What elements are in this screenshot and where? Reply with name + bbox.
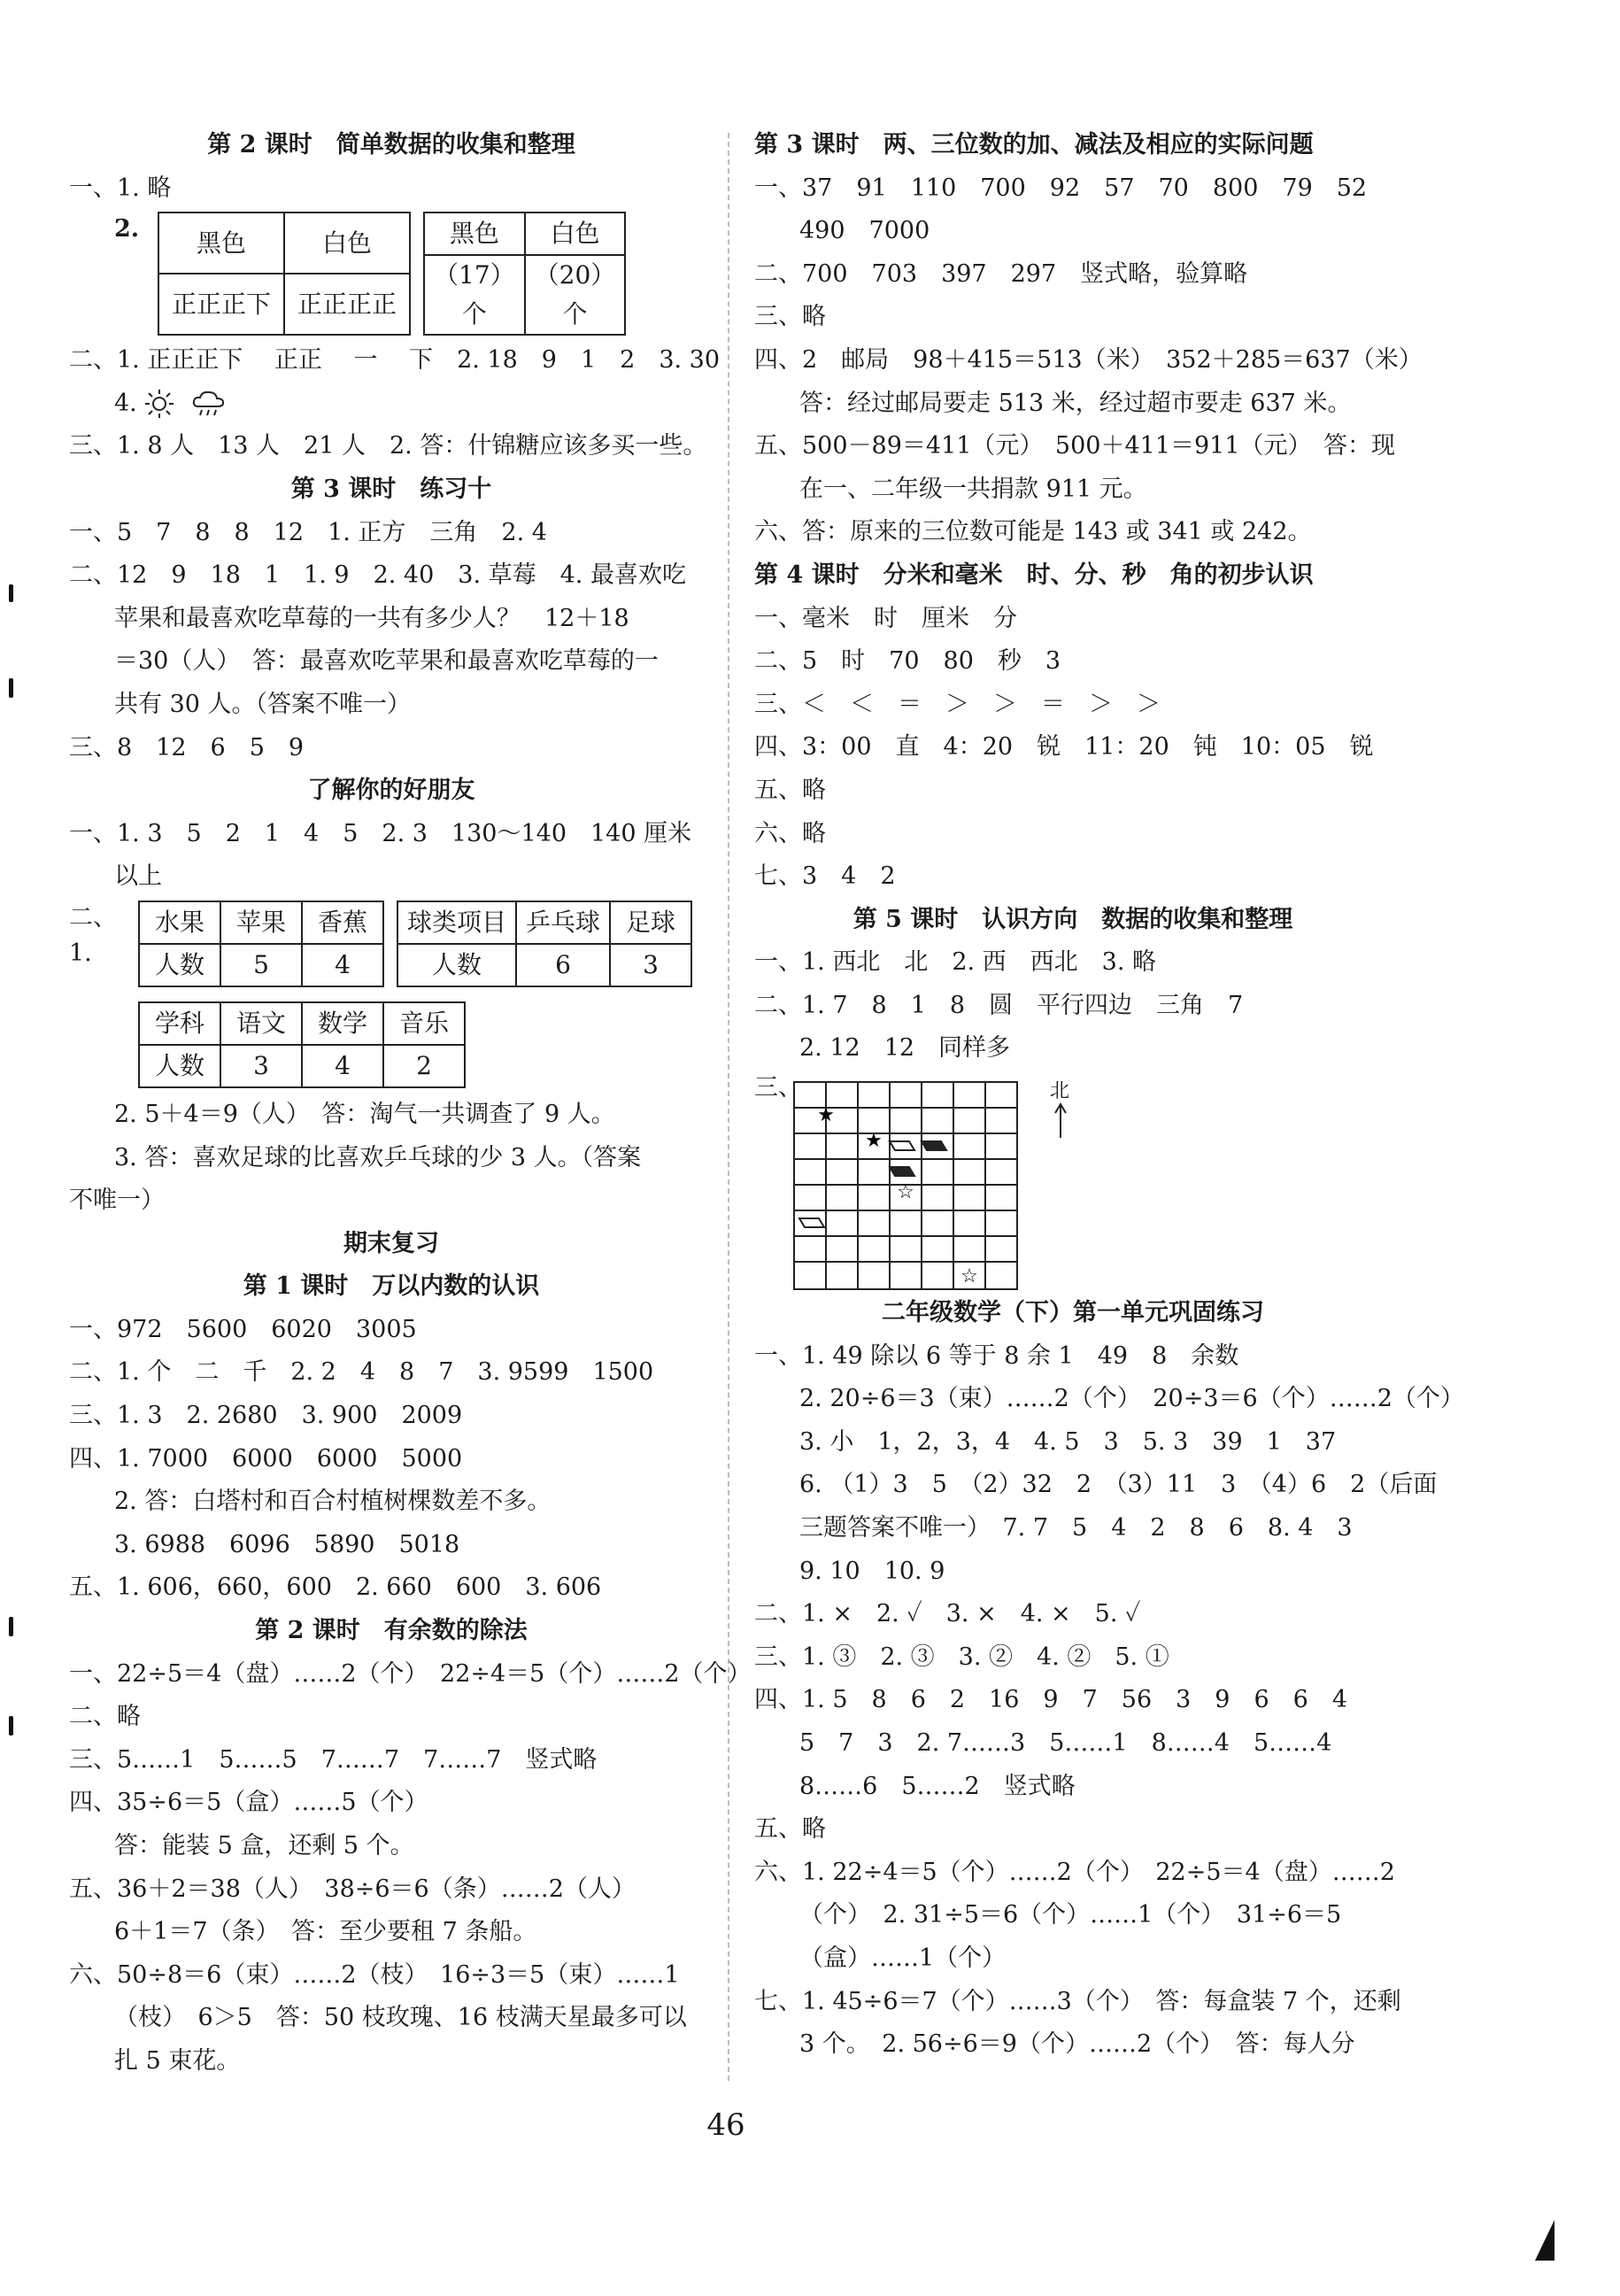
answer-line: （枝） 6＞5 答：50 枝玫瑰、16 枝满天星最多可以 <box>114 2004 687 2032</box>
parallelogram-filled-icon <box>922 1141 946 1150</box>
answer-line: 2. 20÷6＝3（束）……2（个） 20÷3＝6（个）……2（个） <box>799 1385 1464 1413</box>
table-cell: 白色 <box>525 213 626 255</box>
answer-line: 一、37 91 110 700 92 57 70 800 79 52 <box>754 174 1368 202</box>
white-star-icon: ☆ <box>960 1265 978 1288</box>
table-cell: 2 <box>383 1045 465 1087</box>
table-cell: 乒乓球 <box>516 901 610 944</box>
count-table <box>423 212 626 336</box>
section-title: 第 2 课时 简单数据的收集和整理 <box>207 131 575 158</box>
answer-line: 五、略 <box>754 776 826 804</box>
table-cell: 正正正正 <box>284 274 410 335</box>
answer-line: 以上 <box>114 862 162 891</box>
survey-tables-bottom <box>138 1001 692 1088</box>
answer-line: 3. 6988 6096 5890 5018 <box>114 1530 460 1558</box>
answer-line: 一、1. 49 除以 6 等于 8 余 1 49 8 余数 <box>754 1341 1239 1370</box>
scan-mark <box>9 1716 13 1736</box>
answer-table-row <box>69 212 714 336</box>
answer-line: 一、972 5600 6020 3005 <box>69 1315 417 1343</box>
tally-tables <box>158 212 626 336</box>
north-label: 北 <box>1050 1080 1070 1103</box>
table-cell: 语文 <box>220 1002 302 1045</box>
answer-line: 2. 答：白塔村和百合村植树棵数差不多。 <box>114 1488 552 1516</box>
answer-line: 6. （1）3 5 （2）32 2 （3）11 3 （4）6 2（后面 <box>799 1471 1438 1499</box>
answer-line: （盒）……1（个） <box>799 1944 1007 1972</box>
answer-line: 三、＜ ＜ ＝ ＞ ＞ ＝ ＞ ＞ <box>754 690 1161 718</box>
tally-table <box>158 212 411 336</box>
table-cell: 黑色 <box>158 213 284 274</box>
section-title: 第 5 课时 认识方向 数据的收集和整理 <box>852 905 1293 933</box>
direction-grid-block <box>754 1071 1392 1292</box>
answer-line: 五、500－89＝411（元） 500＋411＝911（元） 答：现 <box>754 432 1396 460</box>
answer-line: （个） 2. 31÷5＝6（个）……1（个） 31÷6＝5 <box>799 1901 1342 1929</box>
answer-line: 一、1. 西北 北 2. 西 西北 3. 略 <box>754 948 1157 977</box>
answer-line: 2. 5＋4＝9（人） 答：淘气一共调查了 9 人。 <box>114 1100 615 1128</box>
answer-line: 四、2 邮局 98＋415＝513（米） 352＋285＝637（米） <box>754 345 1423 374</box>
table-cell: 数学 <box>302 1002 383 1045</box>
table-cell: 水果 <box>139 901 220 944</box>
answer-line: 五、略 <box>754 1815 826 1844</box>
answer-label: 4. <box>114 389 137 417</box>
white-star-icon: ☆ <box>897 1181 914 1204</box>
table-cell: 足球 <box>610 901 691 944</box>
answer-line: 四、3：00 直 4：20 锐 11：20 钝 10：05 锐 <box>754 733 1374 761</box>
section-title: 第 3 课时 练习十 <box>290 475 492 503</box>
answer-label: 二、1. <box>69 903 117 967</box>
black-star-icon: ★ <box>817 1104 835 1127</box>
answer-line: 3. 小 1，2，3，4 4. 5 3 5. 3 39 1 37 <box>799 1427 1337 1456</box>
answer-line: 二、12 9 18 1 1. 9 2. 40 3. 草莓 4. 最喜欢吃 <box>69 561 686 590</box>
survey-tables-top <box>138 901 692 987</box>
answer-line: ＝30（人） 答：最喜欢吃苹果和最喜欢吃草莓的一 <box>114 647 659 676</box>
column-divider <box>728 133 729 2081</box>
direction-grid <box>793 1081 1050 1292</box>
answer-line: 一、22÷5＝4（盘）……2（个） 22÷4＝5（个）……2（个） <box>69 1659 752 1688</box>
answer-line: 在一、二年级一共捐款 911 元。 <box>799 475 1147 503</box>
survey-tables <box>138 901 692 1094</box>
answer-line: 七、3 4 2 <box>754 862 896 891</box>
answer-line: 七、1. 45÷6＝7（个）……3（个） 答：每盒装 7 个，还剩 <box>754 1987 1401 2015</box>
answer-line: 一、1. 3 5 2 1 4 5 2. 3 130～140 140 厘米 <box>69 819 692 847</box>
answer-line: 四、35÷6＝5（盒）……5（个） <box>69 1789 428 1817</box>
answer-line: 9. 10 10. 9 <box>799 1557 945 1585</box>
table-cell: 5 <box>220 944 302 986</box>
table-cell: 白色 <box>284 213 410 274</box>
answer-line: 六、50÷8＝6（束）……2（枝） 16÷3＝5（束）……1 <box>69 1960 680 1989</box>
answer-line: 二、1. × 2. ✓ 3. × 4. × 5. ✓ <box>754 1600 1141 1628</box>
table-cell: 6 <box>516 944 610 986</box>
answer-line <box>69 383 714 426</box>
answer-line: 答：能装 5 盒，还剩 5 个。 <box>114 1832 414 1859</box>
table-cell: （17）个 <box>424 255 525 335</box>
subject-table <box>138 1001 466 1088</box>
table-cell: 黑色 <box>424 213 525 255</box>
table-cell: （20）个 <box>525 255 626 335</box>
table-cell: 苹果 <box>220 901 302 944</box>
answer-line: 一、1. 略 <box>69 174 172 202</box>
answer-line: 三题答案不唯一） 7. 7 5 4 2 8 6 8. 4 3 <box>799 1514 1353 1542</box>
answer-line: 三、1. 8 人 13 人 21 人 2. 答：什锦糖应该多买一些。 <box>69 432 707 460</box>
answer-line: 二、1. 7 8 1 8 圆 平行四边 三角 7 <box>754 991 1244 1019</box>
answer-line: 共有 30 人。（答案不唯一） <box>114 690 412 718</box>
section-title: 二年级数学（下）第一单元巩固练习 <box>882 1299 1264 1327</box>
section-title: 第 4 课时 分米和毫米 时、分、秒 角的初步认识 <box>754 560 1314 589</box>
table-cell: 学科 <box>139 1002 220 1045</box>
answer-line: 一、毫米 时 厘米 分 <box>754 604 1017 632</box>
table-cell: 3 <box>220 1045 302 1087</box>
sun-icon <box>144 389 174 419</box>
answer-line: 2. 12 12 同样多 <box>799 1034 1011 1063</box>
scan-mark <box>9 1617 13 1636</box>
corner-mark <box>1535 2220 1554 2261</box>
scan-mark <box>9 678 13 698</box>
page-number: 46 <box>706 2107 745 2143</box>
answer-line: 三、1. 3 2. 2680 3. 900 2009 <box>69 1402 463 1430</box>
answer-line: 扎 5 束花。 <box>114 2046 241 2075</box>
answer-line: 三、略 <box>754 303 826 331</box>
answer-line: 3. 答：喜欢足球的比喜欢乒乓球的少 3 人。（答案 <box>114 1143 642 1171</box>
answer-line: 五、1. 606，660，600 2. 660 600 3. 606 <box>69 1573 602 1602</box>
answer-line: 四、1. 7000 6000 6000 5000 <box>69 1444 463 1473</box>
answer-line: 六、1. 22÷4＝5（个）……2（个） 22÷5＝4（盘）……2 <box>754 1858 1395 1886</box>
table-cell: 3 <box>610 944 691 986</box>
answer-line: 三、8 12 6 5 9 <box>69 733 305 761</box>
north-arrow-icon <box>1052 1102 1069 1140</box>
answer-line: 三、1. ③ 2. ③ 3. ② 4. ② 5. ① <box>754 1643 1169 1671</box>
section-title: 第 3 课时 两、三位数的加、减法及相应的实际问题 <box>754 131 1314 158</box>
answer-line: 苹果和最喜欢吃草莓的一共有多少人？ 12＋18 <box>114 604 629 632</box>
table-cell: 人数 <box>397 944 516 986</box>
answer-line: 五、36＋2＝38（人） 38÷6＝6（条）……2（人） <box>69 1875 636 1903</box>
answer-line: 6＋1＝7（条） 答：至少要租 7 条船。 <box>114 1918 537 1946</box>
left-column <box>69 124 752 2083</box>
answer-line: 5 7 3 2. 7……3 5……1 8……4 5……4 <box>799 1729 1332 1757</box>
table-cell: 正正正下 <box>158 274 284 335</box>
table-cell: 球类项目 <box>397 901 516 944</box>
answer-line: 二、1. 个 二 千 2. 2 4 8 7 3. 9599 1500 <box>69 1358 654 1387</box>
answer-line: 3 个。 2. 56÷6＝9（个）……2（个） 答：每人分 <box>799 2030 1355 2059</box>
table-cell: 4 <box>302 944 383 986</box>
parallelogram-icon <box>799 1218 824 1227</box>
ball-table <box>397 901 692 987</box>
table-cell: 人数 <box>139 944 220 986</box>
answer-line: 8……6 5……2 竖式略 <box>799 1772 1076 1800</box>
section-title: 第 1 课时 万以内数的认识 <box>243 1272 540 1301</box>
answer-line: 二、700 703 397 297 竖式略，验算略 <box>754 259 1248 288</box>
answer-label: 三、 <box>754 1074 802 1102</box>
section-title: 期末复习 <box>343 1229 439 1257</box>
section-title: 了解你的好朋友 <box>307 777 475 805</box>
answer-line: 490 7000 <box>799 217 930 245</box>
answer-line: 答：经过邮局要走 513 米，经过超市要走 637 米。 <box>799 389 1352 417</box>
answer-label: 2. <box>114 215 140 244</box>
black-star-icon: ★ <box>865 1130 883 1153</box>
parallelogram-filled-icon <box>890 1167 914 1176</box>
scan-mark <box>9 584 13 602</box>
rain-cloud-icon <box>191 389 227 419</box>
answer-line: 三、5……1 5……5 7……7 7……7 竖式略 <box>69 1745 598 1774</box>
answer-line: 二、略 <box>69 1703 141 1731</box>
answer-line: 二、5 时 70 80 秒 3 <box>754 647 1061 676</box>
table-cell: 4 <box>302 1045 383 1087</box>
parallelogram-icon <box>890 1141 914 1150</box>
right-column <box>754 124 1464 2067</box>
fruit-table <box>138 901 384 987</box>
answer-line: 四、1. 5 8 6 2 16 9 7 56 3 9 6 6 4 <box>754 1686 1348 1714</box>
table-cell: 香蕉 <box>302 901 383 944</box>
table-cell: 人数 <box>139 1045 220 1087</box>
answer-line: 二、1. 正正正下 正正 一 下 2. 18 9 1 2 3. 30 <box>69 346 721 375</box>
answer-line: 六、答：原来的三位数可能是 143 或 341 或 242。 <box>754 518 1312 546</box>
section-title: 第 2 课时 有余数的除法 <box>255 1617 528 1645</box>
survey-tables-row <box>69 901 714 1094</box>
answer-line: 一、5 7 8 8 12 1. 正方 三角 2. 4 <box>69 518 547 546</box>
answer-line: 不唯一） <box>69 1187 165 1215</box>
answer-line: 六、略 <box>754 819 826 847</box>
table-cell: 音乐 <box>383 1002 465 1045</box>
